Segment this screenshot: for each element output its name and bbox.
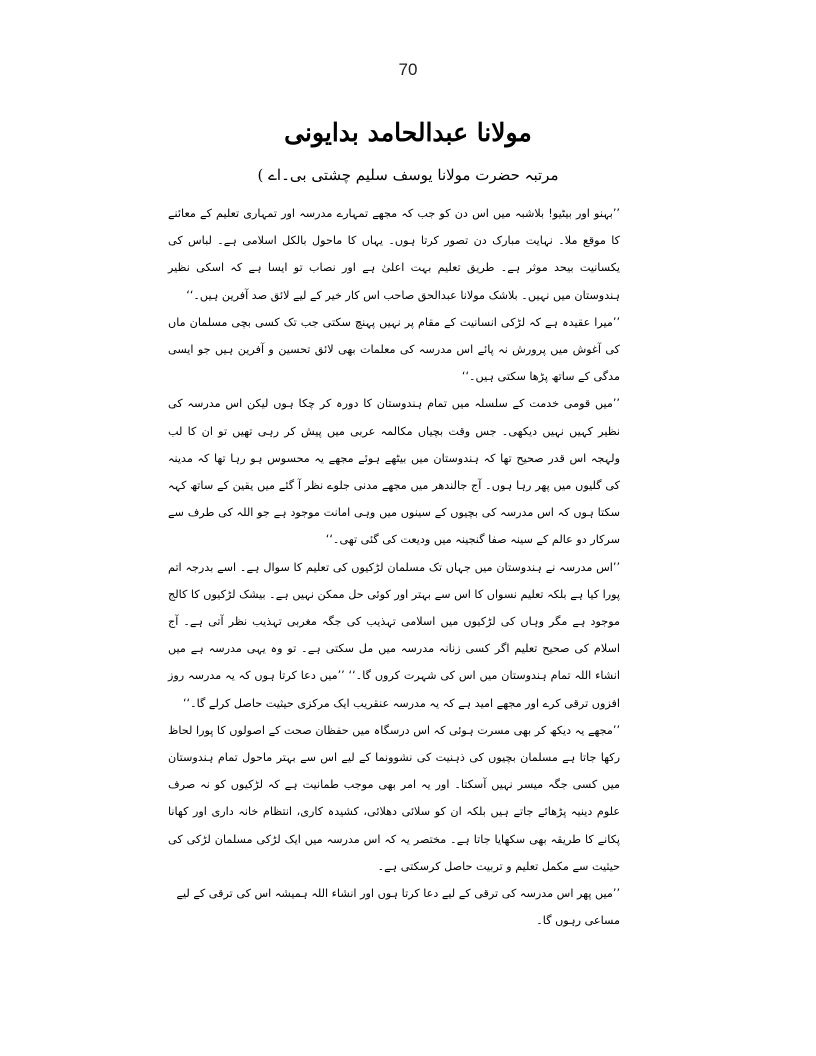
- page-number: 70: [398, 60, 418, 79]
- article-title: مولانا عبدالحامد بدایونی: [284, 118, 532, 147]
- paragraph-1: ’’بہنو اور بیٹیو! بلاشبہ میں اس دن کو جب کہ مجھے تمہارے مدرسہ اور تمہاری تعلیم کے معائنے کا موقع ملا۔ نہایت مبارک دن تصور کرتا ہوں۔ یہاں کا ماحول بالکل اسلامی ہے۔ لباس کی یکسانیت بیحد موثر ہے۔ طریق تعلیم بہت اعلیٰ ہے اور نصاب تو ایسا ہے کہ اسکی نظیر ہندوستان میں نہیں۔ بلاشک مولانا عبدالحق صاحب اس کار خیر کے لیے لائق صد آفرین ہیں۔‘‘: [168, 207, 620, 302]
- paragraph-2: ’’میرا عقیدہ ہے کہ لڑکی انسانیت کے مقام پر نہیں پہنچ سکتی جب تک کسی بچی مسلمان ماں کی آغوش میں پرورش نہ پائے اس مدرسہ کی معلمات بھی لائق تحسین و آفرین ہیں جو ایسی مدگی کے ساتھ پڑھا سکتی ہیں۔‘‘: [168, 315, 620, 384]
- paragraph-4: ’’اس مدرسہ نے ہندوستان میں جہاں تک مسلمان لڑکیوں کی تعلیم کا سوال ہے۔ اسے بدرجہ اتم پورا کیا ہے بلکہ تعلیم نسواں کا اس سے بہتر اور کوئی حل ممکن نہیں ہے۔ بیشک لڑکیوں کا کالج موجود ہے مگر وہاں کی لڑکیوں میں اسلامی تہذیب کی جگہ مغربی تہذیب نظر آتی ہے۔ آج اسلام کی صحیح تعلیم اگر کسی زنانہ مدرسہ میں مل سکتی ہے۔ تو وہ یہی مدرسہ ہے میں انشاء اللہ تمام ہندوستان میں اس کی شہرت کروں گا۔‘‘ ’’میں دعا کرتا ہوں کہ یہ مدرسہ روز افزوں ترقی کرے اور مجھے امید ہے کہ یہ مدرسہ عنقریب ایک مرکزی حیثیت حاصل کرلے گا۔‘‘: [168, 560, 620, 710]
- article-subtitle: مرتبہ حضرت مولانا یوسف سلیم چشتی بی۔اے ): [257, 166, 559, 184]
- article-body: [168, 200, 620, 934]
- paragraph-5: ’’مجھے یہ دیکھ کر بھی مسرت ہوئی کہ اس درسگاہ میں حفظان صحت کے اصولوں کا پورا لحاظ رکھا جاتا ہے مسلمان بچیوں کی ذہنیت کی نشوونما کے لیے اس سے بہتر ماحول تمام ہندوستان میں کسی جگہ میسر نہیں آسکتا۔ اور یہ امر بھی موجب طمانیت ہے کہ لڑکیوں کو نہ صرف علوم دینیہ پڑھائے جاتے ہیں بلکہ ان کو سلائی دھلائی، کشیدہ کاری، انتظام خانہ داری اور کھانا پکانے کا طریقہ بھی سکھایا جاتا ہے۔ مختصر یہ کہ اس مدرسہ میں ایک لڑکی مسلمان لڑکی کی حیثیت سے مکمل تعلیم و تربیت حاصل کرسکتی ہے۔: [168, 723, 620, 873]
- paragraph-6: ’’میں پھر اس مدرسہ کی ترقی کے لیے دعا کرتا ہوں اور انشاء اللہ ہمیشہ اس کی ترقی کے لیے مساعی رہوں گا۔: [176, 887, 620, 928]
- paragraph-3: ’’میں قومی خدمت کے سلسلہ میں تمام ہندوستان کا دورہ کر چکا ہوں لیکن اس مدرسہ کی نظیر کہیں نہیں دیکھی۔ جس وقت بچیاں مکالمہ عربی میں پیش کر رہی تھیں تو ان کا لب ولہجہ اس قدر صحیح تھا کہ ہندوستان میں بیٹھے ہوئے مجھے یہ محسوس ہو رہا تھا کہ مدینہ کی گلیوں میں پھر رہا ہوں۔ آج جالندھر میں مجھے مدنی جلوے نظر آ گئے میں یقین کے ساتھ کہہ سکتا ہوں کہ اس مدرسہ کی بچیوں کے سینوں میں وہی امانت موجود ہے جو اللہ کی طرف سے سرکار دو عالم کے سینہ صفا گنجینہ میں ودیعت کی گئی تھی۔‘‘: [168, 397, 620, 547]
